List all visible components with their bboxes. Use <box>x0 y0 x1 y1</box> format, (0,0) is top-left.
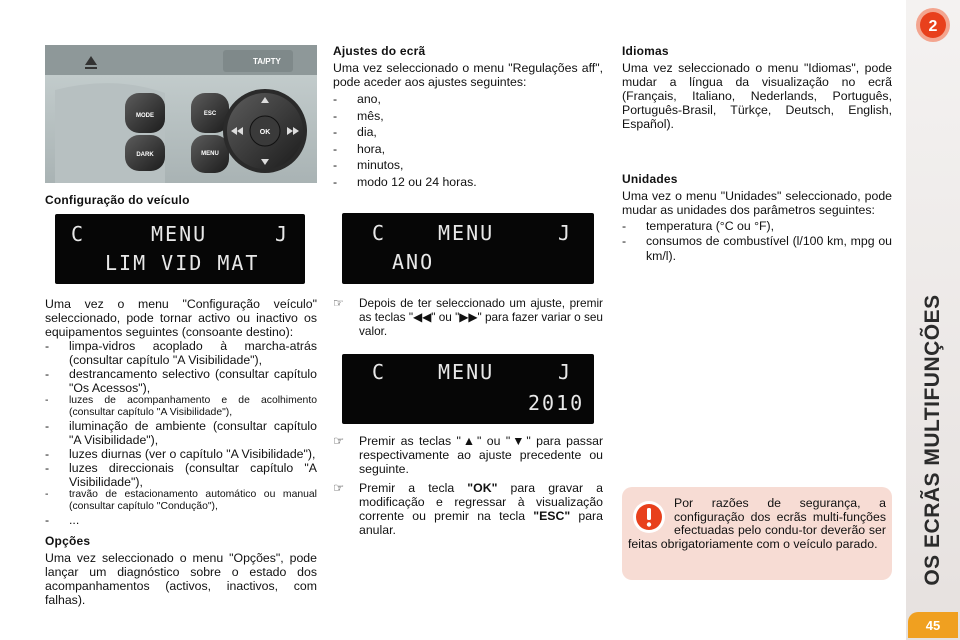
svg-text:DARK: DARK <box>136 152 154 158</box>
list-item: - travão de estacionamento automático ou manual (consultar capítulo "Condução"), <box>45 489 317 513</box>
display-settings-list <box>333 91 603 190</box>
column-vehicle-config <box>45 193 317 210</box>
languages-text: Uma vez seleccionado o menu "Idiomas", pode mudar a língua da visualização no ecrã (Français, Italiano, Nederlands, Português, Português-Brasil, Türkçe, Deutsch, English, Español). <box>622 61 892 131</box>
lcd-display-year <box>342 213 594 284</box>
list-item: - ano, <box>333 91 603 108</box>
rewind-icon: ◀◀ <box>413 310 432 324</box>
heading-vehicle-config: Configuração do veículo <box>45 193 190 207</box>
column-languages <box>622 44 892 131</box>
heading-display-settings: Ajustes do ecrã <box>333 44 426 58</box>
list-item: - temperatura (°C ou °F), <box>622 219 892 234</box>
control-panel-illustration <box>45 45 317 183</box>
svg-text:MENU: MENU <box>438 360 495 384</box>
page-number: 45 <box>908 612 958 638</box>
list-item: - ... <box>45 513 317 527</box>
list-item: - minutos, <box>333 157 603 174</box>
heading-units: Unidades <box>622 172 678 186</box>
list-item: - limpa-vidros acoplado à marcha-atrás (consultar capítulo "A Visibilidade"), <box>45 339 317 367</box>
list-item: - iluminação de ambiente (consultar capítulo "A Visibilidade"), <box>45 419 317 447</box>
svg-text:MODE: MODE <box>136 113 154 119</box>
list-item: - destrancamento selectivo (consultar capítulo "Os Acessos"), <box>45 367 317 395</box>
vehicle-config-list <box>45 339 317 527</box>
pointing-hand-icon: ☞ <box>333 434 345 448</box>
svg-text:MENU: MENU <box>438 221 495 245</box>
svg-text:J: J <box>275 222 288 246</box>
svg-text:TA/PTY: TA/PTY <box>253 57 281 66</box>
up-arrow-icon: ▲ <box>460 434 478 448</box>
chapter-title: OS ECRÃS MULTIFUNÇÕES <box>921 294 944 586</box>
units-text: Uma vez o menu "Unidades" seleccionado, pode mudar as unidades dos parâmetros seguintes: <box>622 189 892 217</box>
svg-text:LIM VID MAT: LIM VID MAT <box>105 251 260 275</box>
list-item: - luzes direccionais (consultar capítulo "A Visibilidade"), <box>45 461 317 489</box>
list-item: - consumos de combustível (l/100 km, mpg ou km/l). <box>622 234 892 264</box>
list-item: - mês, <box>333 108 603 125</box>
svg-text:MENU: MENU <box>151 222 208 246</box>
svg-text:C: C <box>71 222 84 246</box>
vehicle-config-intro: Uma vez o menu "Configuração veículo" seleccionado, pode tornar activo ou inactivo os equipamentos seguintes (consoante destino): <box>45 297 317 339</box>
svg-text:ANO: ANO <box>392 250 435 274</box>
units-list <box>622 219 892 264</box>
display-settings-intro: Uma vez seleccionado o menu "Regulações aff", pode aceder aos ajustes seguintes: <box>333 61 603 89</box>
pointing-hand-icon: ☞ <box>333 481 345 495</box>
svg-text:C: C <box>372 360 385 384</box>
column-units <box>622 172 892 264</box>
notes-navigation: ☞ Premir as teclas "▲" ou "▼" para passar respectivamente ao ajuste precedente ou seguinte. ☞ Premir a tecla "OK" para gravar a modificação e regressar à visualização corrente ou premir na tecla "ESC" para anular. <box>333 434 604 537</box>
down-arrow-icon: ▼ <box>510 434 527 448</box>
list-item: - luzes diurnas (ver o capítulo "A Visibilidade"), <box>45 447 317 461</box>
list-item: - dia, <box>333 124 603 141</box>
svg-text:J: J <box>558 360 571 384</box>
svg-text:ESC: ESC <box>203 111 217 117</box>
note-adjust-value: ☞ Depois de ter seleccionado um ajuste, premir as teclas "◀◀" ou "▶▶" para fazer variar o seu valor. <box>333 296 603 338</box>
pointing-hand-icon: ☞ <box>333 296 344 310</box>
column-display-settings <box>333 44 603 190</box>
svg-text:2010: 2010 <box>528 391 585 415</box>
safety-warning-box <box>622 487 892 580</box>
chapter-number: 2 <box>928 18 938 35</box>
list-item: - modo 12 ou 24 horas. <box>333 174 603 191</box>
fast-forward-icon: ▶▶ <box>459 310 478 324</box>
heading-options: Opções <box>45 534 91 548</box>
chapter-badge-icon <box>914 6 952 44</box>
svg-text:C: C <box>372 221 385 245</box>
list-item: - luzes de acompanhamento e de acolhimento (consultar capítulo "A Visibilidade"), <box>45 395 317 419</box>
svg-text:OK: OK <box>259 129 271 136</box>
list-item: - hora, <box>333 141 603 158</box>
safety-warning-text: Por razões de segurança, a configuração dos ecrãs multi-funções efectuadas pelo condu-tor deverão ser feitas obrigatoriamente com o veículo parado. <box>628 496 886 551</box>
lcd-display-vehicle <box>55 214 305 284</box>
heading-languages: Idiomas <box>622 44 669 58</box>
column-vehicle-config-body <box>45 297 317 607</box>
svg-text:MENU: MENU <box>201 151 219 157</box>
options-text: Uma vez seleccionado o menu "Opções", pode lançar um diagnóstico sobre o estado dos acompanhamentos (activos, inactivos, com falhas). <box>45 551 317 607</box>
lcd-display-2010 <box>342 354 594 424</box>
svg-text:J: J <box>558 221 571 245</box>
